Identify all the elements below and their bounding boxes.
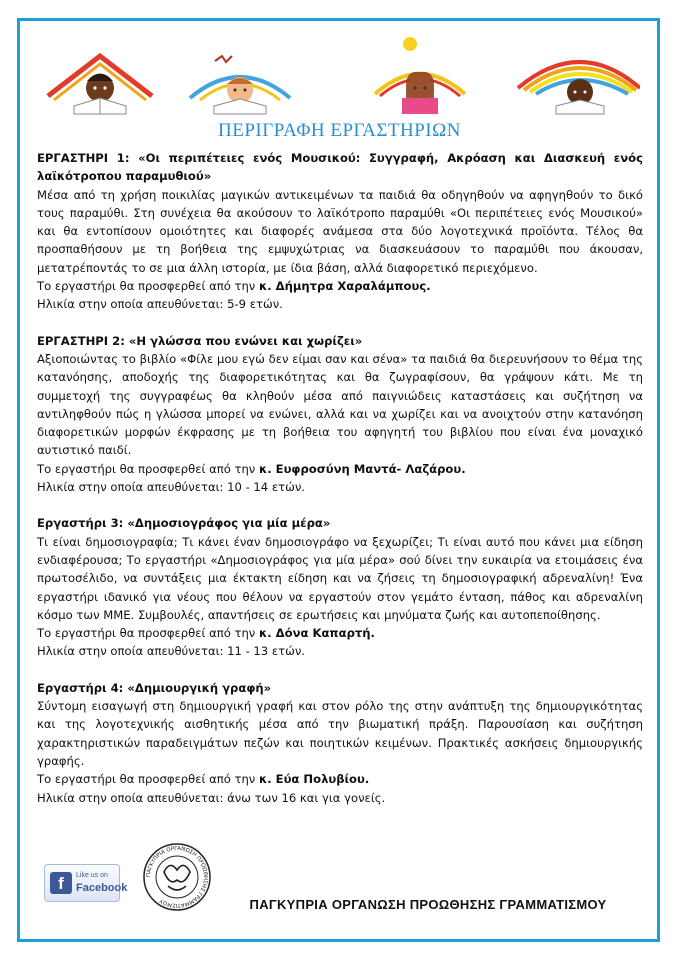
facebook-icon: f [50, 872, 72, 894]
workshop-description: Τι είναι δημοσιογραφία; Τι κάνει έναν δημοσιογράφο να ξεχωρίζει; Τι είναι αυτό που κάνει μια είδηση ενδιαφέρουσα; Το εργαστήρι «Δημοσιογράφος για μία μέρα» σού δίνει την ευκαιρία να ετοιμάσεις ένα πρωτοσέλιδο, να συντάξεις μια έκτακτη είδηση και να ζήσεις τη δημοσιογραφική αδρεναλίνη! Ένα εργαστήρι ιδανικό για νέους που θέλουν να εργαστούν στον γεμάτο ένταση, πάθος και αδρεναλίνη κόσμο των ΜΜΕ. Συμβουλές, απαντήσεις σε ερωτήσεις και μηνύματα ζωής και αυτοπεποίθησης. [37, 534, 643, 622]
workshop-section [37, 679, 643, 807]
facebook-label: Facebook [76, 882, 128, 894]
workshop-age-line [37, 478, 643, 496]
workshops-content [37, 149, 643, 825]
workshop-description: Μέσα από τη χρήση ποικιλίας μαγικών αντικειμένων τα παιδιά θα οδηγηθούν να αφηγηθούν το δικό τους παραμύθι. Στη συνέχεια θα ακούσουν το λαϊκότροπο παραμύθι «Οι περιπέτειες ενός Μουσικού» και θα εντοπίσουν ομοιότητες και διαφορές ανάμεσα στα δύο λογοτεχνικά προϊόντα. Τέλος θα προσπαθήσουν με τη βοήθεια της εμψυχώτριας να διασκευάσουν το παραμύθι που άκουσαν, μετατρέποντάς το σε μια άλλη ιστορία, με ίδια βάση, αλλά διαφορετικό περιεχόμενο. [37, 187, 643, 275]
workshop-age-line [37, 295, 643, 313]
workshop-heading: Εργαστήρι 4: «Δημιουργική γραφή» [37, 680, 272, 695]
organization-name: ΠΑΓΚΥΠΡΙΑ ΟΡΓΑΝΩΣΗ ΠΡΟΩΘΗΣΗΣ ΓΡΑΜΜΑΤΙΣΜΟΥ [249, 897, 607, 912]
child-reading-illustration [48, 56, 152, 114]
age-prefix: Ηλικία στην οποία απευθύνεται: [37, 790, 228, 805]
workshop-age-line [37, 789, 643, 807]
workshop-offered-line [37, 277, 643, 295]
age-prefix: Ηλικία στην οποία απευθύνεται: [37, 297, 228, 312]
child-reading-illustration [518, 62, 640, 114]
child-reading-illustration [190, 56, 290, 114]
workshop-offered-line [37, 624, 643, 642]
workshop-instructor: κ. Δήμητρα Χαραλάμπους. [258, 279, 431, 294]
workshop-age: 10 - 14 ετών. [227, 480, 305, 495]
workshop-age: άνω των 16 και για γονείς. [227, 790, 386, 805]
workshop-heading: Εργαστήρι 3: «Δημοσιογράφος για μία μέρα» [37, 516, 331, 531]
offered-prefix: Το εργαστήρι θα προσφερθεί από την [37, 461, 259, 476]
logo-ring-text: ΠΑΓΚΥΠΡΙΑ ΟΡΓΑΝΩΣΗ ΠΡΟΩΘΗΣΗΣ ΓΡΑΜΜΑΤΙΣΜΟΥ [145, 845, 209, 909]
workshop-heading: ΕΡΓΑΣΤΗΡΙ 1: «Οι περιπέτειες ενός Μουσικού: Συγγραφή, Ακρόαση και Διασκευή ενός λαϊκότροπου παραμυθιού» [37, 151, 643, 184]
page-title: ΠΕΡΙΓΡΑΦΗ ΕΡΓΑΣΤΗΡΙΩΝ [218, 120, 461, 141]
workshop-description: Σύντομη εισαγωγή στη δημιουργική γραφή και στον ρόλο της στην ανάπτυξη της δημιουργικότητας και της λογοτεχνικής αισθητικής μέσα από την βιωματική πράξη. Παρουσίαση και συζήτηση χαρακτηριστικών παραδειγμάτων πεζών και ποιητικών κειμένων. Πρακτικές ασκήσεις δημιουργικής γραφής. [37, 699, 643, 768]
age-prefix: Ηλικία στην οποία απευθύνεται: [37, 644, 228, 659]
facebook-like-label: Like us on [76, 872, 108, 879]
workshop-instructor: κ. Ευφροσύνη Μαντά- Λαζάρου. [258, 461, 466, 476]
workshop-offered-line [37, 770, 643, 788]
offered-prefix: Το εργαστήρι θα προσφερθεί από την [37, 626, 259, 641]
child-reading-illustration [375, 37, 465, 114]
workshop-age-line [37, 642, 643, 660]
workshop-heading: ΕΡΓΑΣΤΗΡΙ 2: «Η γλώσσα που ενώνει και χωρίζει» [37, 333, 363, 348]
workshop-instructor: κ. Δόνα Καπαρτή. [258, 626, 375, 641]
offered-prefix: Το εργαστήρι θα προσφερθεί από την [37, 279, 259, 294]
workshop-instructor: κ. Εύα Πολυβίου. [258, 772, 370, 787]
workshop-description: Αξιοποιώντας το βιβλίο «Φίλε μου εγώ δεν είμαι σαν και σένα» τα παιδιά θα διερευνήσουν το θέμα της κατανόησης, αποδοχής της διαφορετικότητας και θα ζωγραφίσουν, θα γράψουν κάτι. Με τη συμμετοχή της συγγραφέως θα κληθούν μέσα από παιγνιώδεις καταστάσεις και συζήτηση να αντιληφθούν πώς η γλώσσα μπορεί να ενώνει, αλλά και να χωρίζει και να ανοιχτούν στην κατανόηση διαφορετικών μορφών έκφρασης με τη βοήθεια του αφηγητή του βιβλίου που είναι ένα μοναχικό αυτιστικό παιδί. [37, 351, 643, 458]
facebook-like-button[interactable] [44, 864, 128, 902]
offered-prefix: Το εργαστήρι θα προσφερθεί από την [37, 772, 259, 787]
workshop-section [37, 149, 643, 314]
workshop-section [37, 514, 643, 660]
workshop-age: 5-9 ετών. [227, 297, 283, 312]
workshop-age: 11 - 13 ετών. [227, 644, 305, 659]
workshop-offered-line [37, 460, 643, 478]
organization-logo [142, 842, 212, 912]
age-prefix: Ηλικία στην οποία απευθύνεται: [37, 480, 228, 495]
header-illustration [40, 26, 640, 118]
workshop-section [37, 332, 643, 497]
